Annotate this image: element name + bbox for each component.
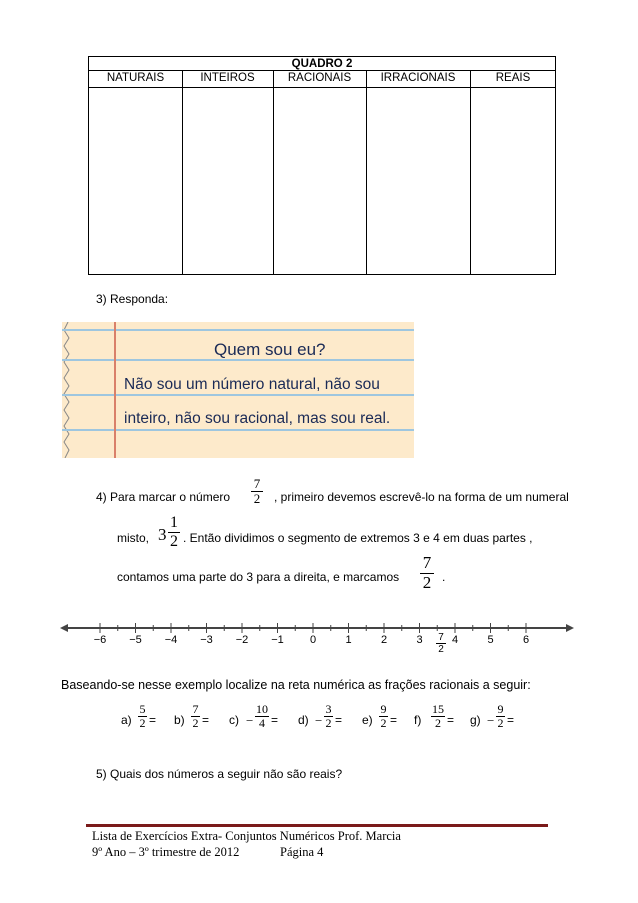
- fraction-numerator: 9: [497, 702, 504, 716]
- option-equals: =: [447, 713, 455, 727]
- option-label: a): [121, 713, 132, 727]
- notebook-margin: [114, 322, 116, 458]
- number-line-label: 1: [345, 634, 352, 646]
- fraction-7-2-large: [420, 554, 434, 592]
- mixed-fraction: [168, 514, 180, 550]
- option-label: b): [174, 713, 185, 727]
- q4-line2-b: . Então dividimos o segmento de extremos 3 e 4 em duas partes ,: [183, 531, 533, 545]
- fraction-denominator: 2: [139, 716, 146, 731]
- image-line-2: inteiro, não sou racional, mas sou real.: [124, 410, 391, 427]
- number-line-label: 4: [451, 634, 459, 646]
- option-label: f): [414, 713, 422, 727]
- option-equals: =: [390, 713, 398, 727]
- fraction-denominator: 2: [435, 716, 441, 731]
- fraction-denominator: 2: [170, 532, 178, 550]
- option-label: g): [470, 713, 481, 727]
- col-divider: [470, 70, 471, 274]
- option-equals: =: [149, 713, 157, 727]
- fraction-numerator: 7: [420, 554, 434, 574]
- col-inteiros: INTEIROS: [200, 72, 255, 84]
- option-equals: =: [335, 713, 343, 727]
- torn-edge-icon: [62, 322, 72, 458]
- footer-rule: [86, 824, 548, 827]
- option-fraction: [496, 703, 505, 730]
- q4-line1-b: , primeiro devemos escrevê-lo na forma de um numeral: [274, 490, 569, 504]
- option-label: e): [362, 713, 373, 727]
- option-sign: −: [246, 713, 254, 728]
- col-naturais: NATURAIS: [106, 72, 165, 84]
- quem-sou-eu-image: [62, 322, 414, 458]
- option-sign: −: [487, 713, 495, 728]
- col-divider: [366, 70, 367, 274]
- instruction: Baseando-se nesse exemplo localize na reta numérica as frações racionais a seguir:: [61, 678, 531, 692]
- number-line-label: 5: [487, 634, 494, 646]
- fraction-denominator: 4: [259, 716, 265, 731]
- col-irracionais: IRRACIONAIS: [380, 72, 456, 84]
- option-fraction: [138, 703, 147, 730]
- fraction-denominator: 2: [192, 716, 199, 731]
- number-line-label: −5: [129, 634, 142, 646]
- marked-fraction-7-2: [436, 632, 446, 655]
- col-divider: [273, 70, 274, 274]
- quadro-title: QUADRO 2: [291, 58, 353, 70]
- fraction-numerator: 15: [432, 702, 444, 716]
- fraction-numerator: 7: [436, 632, 446, 644]
- image-line-1: Não sou um número natural, não sou: [124, 376, 380, 393]
- q4-line2-a: misto,: [117, 531, 150, 545]
- fraction-denominator: 2: [422, 572, 432, 592]
- footer-line-1: Lista de Exercícios Extra- Conjuntos Numéricos Prof. Marcia: [92, 829, 401, 843]
- option-equals: =: [271, 713, 279, 727]
- q4-line1-a: 4) Para marcar o número: [96, 490, 231, 504]
- col-racionais: RACIONAIS: [287, 72, 352, 84]
- number-line-label: −4: [164, 634, 178, 646]
- image-title: Quem sou eu?: [214, 340, 326, 359]
- q4-line3-a: contamos uma parte do 3 para a direita, e marcamos: [117, 570, 400, 584]
- fraction-numerator: 7: [192, 702, 199, 716]
- option-fraction: [379, 703, 388, 730]
- fraction-numerator: 3: [325, 702, 332, 716]
- fraction-denominator: 2: [438, 644, 444, 655]
- footer-line-2b: Página 4: [280, 845, 324, 859]
- quadro-header-row: [89, 70, 555, 88]
- fraction-numerator: 1: [170, 514, 178, 531]
- number-line-label: −3: [200, 634, 213, 646]
- option-fraction: [431, 703, 445, 730]
- fraction-numerator: 9: [380, 702, 387, 716]
- number-line-label: 2: [380, 634, 388, 646]
- fraction-denominator: 2: [325, 716, 332, 731]
- option-fraction: [255, 703, 269, 730]
- number-line-label: 3: [416, 634, 423, 646]
- q4-line3-b: .: [442, 570, 446, 584]
- fraction-numerator: 7: [251, 477, 263, 492]
- quadro-table: [88, 56, 556, 275]
- fraction-numerator: 10: [256, 702, 268, 716]
- number-line-label: −2: [235, 634, 249, 646]
- fraction-numerator: 5: [139, 702, 146, 716]
- footer-line-2a: 9º Ano – 3º trimestre de 2012: [92, 845, 240, 859]
- option-fraction: [324, 703, 333, 730]
- fraction-denominator: 2: [253, 491, 261, 507]
- option-equals: =: [202, 713, 210, 727]
- q5-label: 5) Quais dos números a seguir não são reais?: [96, 767, 343, 781]
- fraction-denominator: 2: [380, 716, 387, 731]
- fraction-denominator: 2: [497, 716, 504, 731]
- option-fraction: [191, 703, 200, 730]
- option-label: c): [229, 713, 239, 727]
- option-sign: −: [315, 713, 323, 728]
- number-line-label: −1: [271, 634, 284, 646]
- col-divider: [182, 70, 183, 274]
- mixed-whole: 3: [158, 525, 167, 544]
- col-reais: REAIS: [495, 72, 531, 84]
- fraction-7-2: [251, 477, 263, 507]
- option-equals: =: [507, 713, 515, 727]
- number-line-label: 0: [309, 634, 317, 646]
- number-line-label: 6: [522, 634, 530, 646]
- number-line-label: −6: [93, 634, 107, 646]
- option-label: d): [298, 713, 309, 727]
- q3-label: 3) Responda:: [96, 292, 169, 306]
